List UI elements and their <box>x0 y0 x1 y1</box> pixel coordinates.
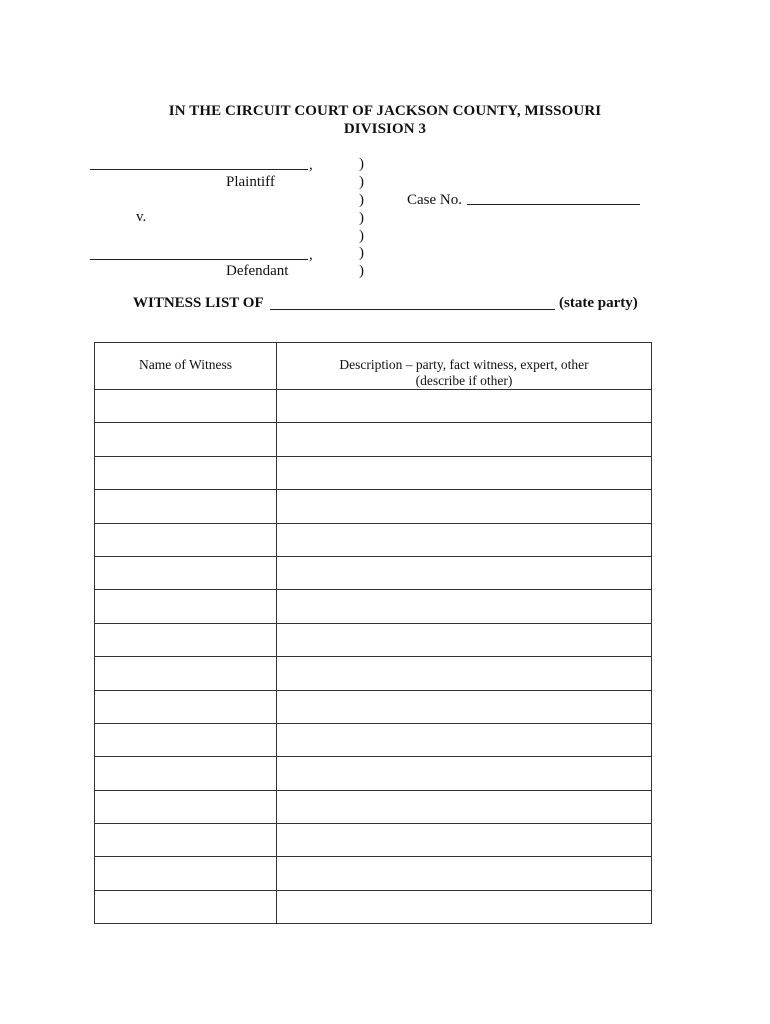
witness-name-cell[interactable] <box>95 456 277 489</box>
column-header-description-text: Description – party, fact witness, expert, other <box>339 357 589 372</box>
table-row <box>95 490 652 523</box>
column-header-name-text: Name of Witness <box>139 357 232 372</box>
witness-name-cell[interactable] <box>95 824 277 857</box>
table-row <box>95 623 652 656</box>
paren: ) <box>359 209 364 226</box>
witness-name-cell[interactable] <box>95 857 277 890</box>
paren: ) <box>359 263 364 280</box>
witness-description-cell[interactable] <box>277 690 652 723</box>
witness-description-cell[interactable] <box>277 857 652 890</box>
table-row <box>95 423 652 456</box>
case-no-field[interactable] <box>467 204 640 205</box>
table-row <box>95 657 652 690</box>
table-row <box>95 824 652 857</box>
court-title: IN THE CIRCUIT COURT OF JACKSON COUNTY, MISSOURI <box>168 103 602 119</box>
witness-description-cell[interactable] <box>277 523 652 556</box>
witness-list-label: WITNESS LIST OF <box>133 295 264 311</box>
witness-name-cell[interactable] <box>95 690 277 723</box>
witness-description-cell[interactable] <box>277 623 652 656</box>
paren: ) <box>359 191 364 208</box>
table-row <box>95 456 652 489</box>
plaintiff-name-field[interactable] <box>90 169 308 170</box>
table-row <box>95 757 652 790</box>
division-title: DIVISION 3 <box>343 121 427 137</box>
paren: ) <box>359 156 364 172</box>
caption-parentheses <box>359 156 371 281</box>
column-header-description <box>277 343 652 390</box>
witness-name-cell[interactable] <box>95 623 277 656</box>
witness-description-cell[interactable] <box>277 824 652 857</box>
witness-name-cell[interactable] <box>95 590 277 623</box>
table-row <box>95 690 652 723</box>
witness-name-cell[interactable] <box>95 490 277 523</box>
witness-description-cell[interactable] <box>277 556 652 589</box>
paren: ) <box>359 245 364 262</box>
witness-description-cell[interactable] <box>277 423 652 456</box>
witness-description-cell[interactable] <box>277 390 652 423</box>
paren: ) <box>359 173 364 190</box>
column-header-description-note: (describe if other) <box>415 373 513 388</box>
witness-name-cell[interactable] <box>95 723 277 756</box>
witness-description-cell[interactable] <box>277 757 652 790</box>
witness-description-cell[interactable] <box>277 657 652 690</box>
table-row <box>95 590 652 623</box>
plaintiff-comma: , <box>309 157 313 173</box>
witness-description-cell[interactable] <box>277 456 652 489</box>
witness-description-cell[interactable] <box>277 490 652 523</box>
state-party-label: (state party) <box>559 295 638 311</box>
party-name-field[interactable] <box>270 309 555 310</box>
witness-name-cell[interactable] <box>95 790 277 823</box>
witness-name-cell[interactable] <box>95 390 277 423</box>
witness-name-cell[interactable] <box>95 423 277 456</box>
witness-name-cell[interactable] <box>95 890 277 923</box>
table-row <box>95 857 652 890</box>
defendant-comma: , <box>309 247 313 263</box>
witness-name-cell[interactable] <box>95 523 277 556</box>
witness-table <box>94 342 652 924</box>
witness-description-cell[interactable] <box>277 723 652 756</box>
table-row <box>95 723 652 756</box>
table-header-row <box>95 343 652 390</box>
witness-name-cell[interactable] <box>95 556 277 589</box>
case-no-label: Case No. <box>407 192 462 208</box>
witness-name-cell[interactable] <box>95 657 277 690</box>
table-row <box>95 890 652 923</box>
paren: ) <box>359 227 364 244</box>
witness-description-cell[interactable] <box>277 890 652 923</box>
witness-name-cell[interactable] <box>95 757 277 790</box>
defendant-name-field[interactable] <box>90 259 308 260</box>
table-row <box>95 790 652 823</box>
plaintiff-label: Plaintiff <box>226 174 275 190</box>
witness-description-cell[interactable] <box>277 590 652 623</box>
defendant-label: Defendant <box>226 263 289 279</box>
column-header-name <box>95 343 277 390</box>
table-row <box>95 390 652 423</box>
witness-description-cell[interactable] <box>277 790 652 823</box>
table-row <box>95 556 652 589</box>
table-row <box>95 523 652 556</box>
versus-label: v. <box>136 209 147 225</box>
